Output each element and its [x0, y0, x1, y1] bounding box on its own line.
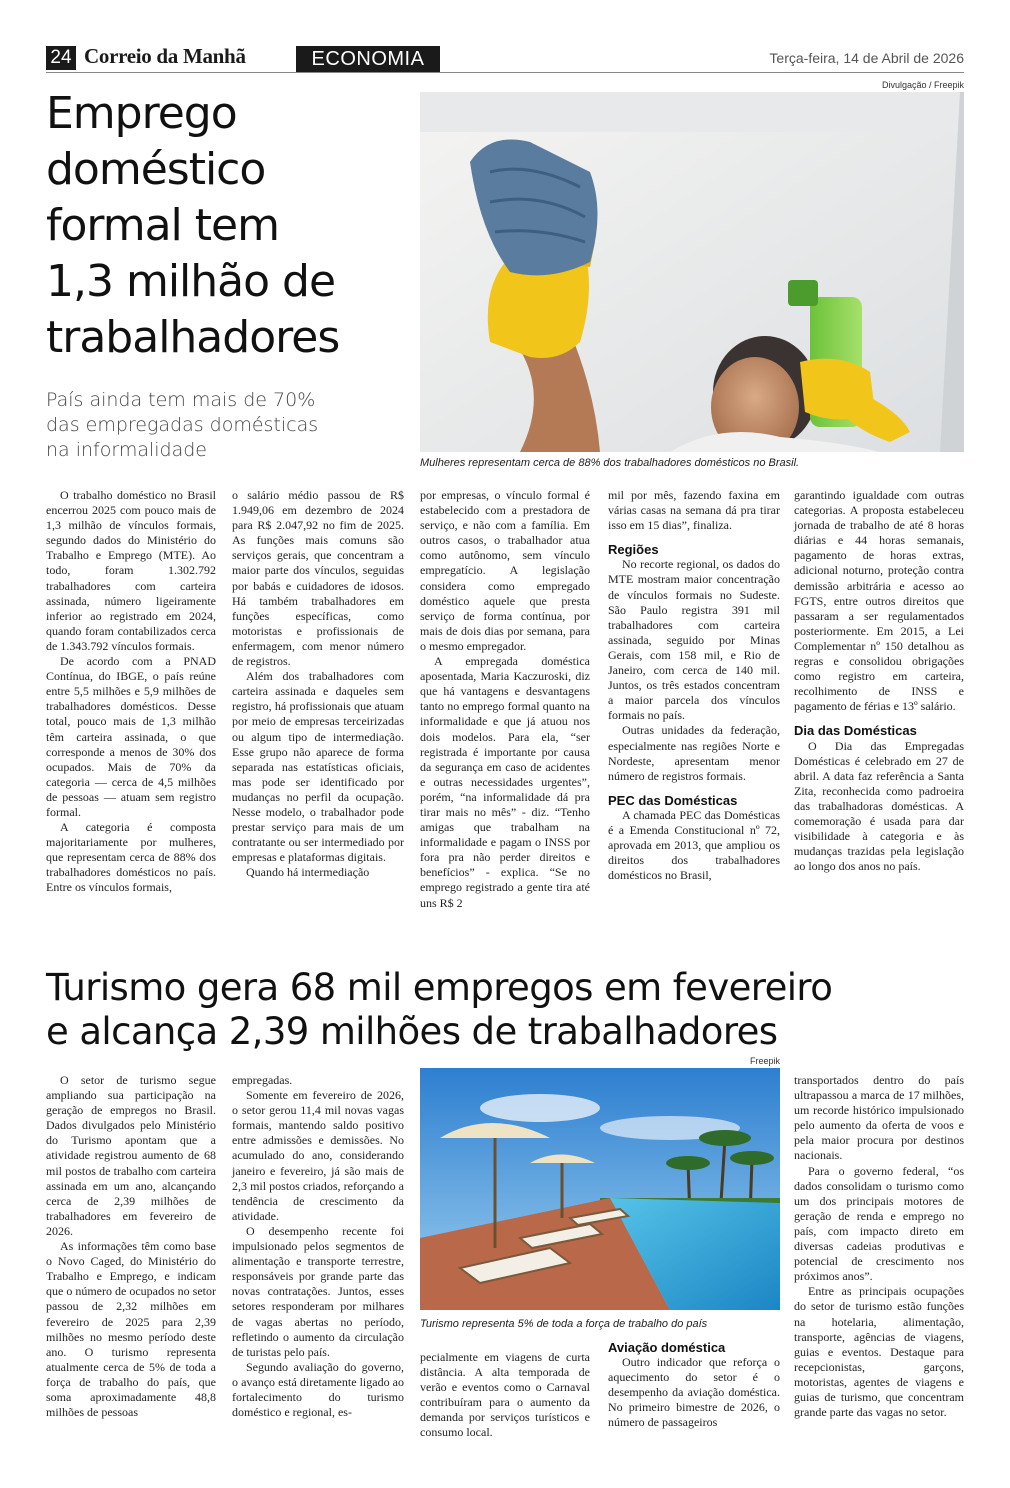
headline-line: doméstico — [46, 144, 266, 195]
section-label: ECONOMIA — [296, 46, 440, 72]
paragraph: Outras unidades da federação, especialmente nas regiões Norte e Nordeste, apresentam menor número de registros formais. — [608, 723, 780, 783]
headline-line: Emprego — [46, 88, 237, 139]
paragraph: empregadas. — [232, 1073, 293, 1087]
resort-pool-photo — [420, 1068, 780, 1310]
subheading-regioes: Regiões — [608, 542, 659, 558]
article1-column-2 — [232, 488, 404, 880]
article1-column-1 — [46, 488, 216, 896]
paragraph: A chamada PEC das Domésticas é a Emenda Constitucional nº 72, aprovada em 2013, que ampliou os direitos dos trabalhadores domésticos no Brasil, — [608, 807, 780, 883]
newspaper-name: Correio da Manhã — [84, 44, 246, 68]
headline-line: trabalhadores — [46, 312, 340, 363]
headline-line: 1,3 milhão de — [46, 256, 336, 307]
paragraph: o salário médio passou de R$ 1.949,06 em dezembro de 2024 para R$ 2.047,92 no fim de 2025. As funções mais comuns são serviços gerais, que concentram a maior parte dos vínculos, seguidas por babás e cuidadores de idosos. Há também trabalhadores em funções específicas, como motoristas e profissionais de enfermagem, com menor número de registros. — [232, 488, 404, 669]
paragraph: A empregada doméstica aposentada, Maria Kaczuroski, diz que há vantagens e desvantagens tanto no emprego formal quanto na informalidade e que já atuou nos dois modelos. Para ela, “ser registrada é importante por causa da segurança em caso de acidentes e outras necessidades urgentes”, porém, “na informalidade dá pra tirar mais no mês” - diz. “Tenho amigas que trabalham na informalidade e pagam o INSS por fora pra não perder direitos e benefícios” - explica. “Se no emprego registrado a gente tira até uns R$ 2 — [420, 654, 590, 910]
paragraph: Somente em fevereiro de 2026, o setor gerou 11,4 mil novas vagas formais, mantendo saldo positivo entre admissões e demissões. No acumulado do ano, considerando janeiro e fevereiro, já são mais de 2,3 mil postos criados, reforçando a tendência de crescimento da atividade. — [232, 1088, 404, 1223]
cleaning-woman-photo — [420, 92, 964, 452]
paragraph: Para o governo federal, “os dados consolidam o turismo como um dos principais motores de geração de renda e emprego no país, com impacto direto em diversas cadeias produtivas e potencial de crescimento nos próximos anos”. — [794, 1163, 964, 1284]
article2-headline — [46, 966, 964, 1054]
photo-caption: Turismo representa 5% de toda a força de trabalho do país — [420, 1318, 708, 1330]
paragraph: Quando há intermediação — [246, 865, 370, 880]
paragraph: Outro indicador que reforça o aquecimento do setor é o desempenho da aviação doméstica. No primeiro bimestre de 2026, o número de passageiros — [608, 1355, 780, 1430]
paragraph: pecialmente em viagens de curta distância. A alta temporada de verão e eventos como o Carnaval contribuíram para o aumento da demanda por serviços turísticos e consumo local. — [420, 1350, 590, 1440]
paragraph: transportados dentro do país ultrapassou a marca de 17 milhões, um recorde histórico impulsionado pelo aumento da oferta de voos e pela maior procura por destinos nacionais. — [794, 1073, 964, 1163]
header-divider — [46, 72, 964, 73]
headline-line: formal tem — [46, 200, 279, 251]
page-number: 24 — [46, 46, 76, 70]
paragraph: De acordo com a PNAD Contínua, do IBGE, o país reúne entre 5,5 milhões e 5,9 milhões de trabalhadores domésticos. Desse total, pouco mais de 1,3 milhão têm carteira assinada, o que corresponde a menos de 30% dos ocupados. Mais de 70% da categoria — cerca de 4,5 milhões de pessoas — atuam sem registro formal. — [46, 654, 216, 819]
photo-credit: Freepik — [749, 1056, 780, 1066]
issue-date: Terça-feira, 14 de Abril de 2026 — [769, 50, 964, 66]
subheadline-line: na informalidade — [46, 439, 207, 461]
article2-column-3 — [420, 1350, 590, 1441]
photo-caption: Mulheres representam cerca de 88% dos trabalhadores domésticos no Brasil. — [420, 457, 800, 469]
article1-subheadline — [46, 388, 406, 463]
article1-column-5 — [794, 488, 964, 874]
article2-column-5 — [794, 1073, 964, 1420]
paragraph: garantindo igualdade com outras categorias. A proposta estabeleceu jornada de trabalho de até 8 horas diárias e 44 horas semanais, pagamento de horas extras, adicional noturno, proteção contra demissão arbitrária e acesso ao FGTS, entre outros direitos que passaram a ser regulamentados posteriormente. Em 2015, a Lei Complementar nº 150 detalhou as regras e consolidou obrigações como registro em carteira, recolhimento de INSS e pagamento de férias e 13º salário. — [794, 488, 964, 714]
paragraph: A categoria é composta majoritariamente por mulheres, que representam cerca de 88% dos trabalhadores domésticos no país. Entre os vínculos formais, — [46, 820, 216, 895]
subheading-dia-domesticas: Dia das Domésticas — [794, 723, 917, 739]
article1-headline — [46, 86, 406, 366]
paragraph: O Dia das Empregadas Domésticas é celebrado em 27 de abril. A data faz referência a Santa Zita, reconhecida como padroeira das trabalhadoras domésticas. A comemoração é usada para dar visibilidade à categoria e às mudanças trazidas pela legislação ao longo dos anos no país. — [794, 738, 964, 874]
article1-column-3 — [420, 488, 590, 911]
subheading-aviacao: Aviação doméstica — [608, 1340, 726, 1355]
paragraph: No recorte regional, os dados do MTE mostram maior concentração de vínculos formais no Sudeste. São Paulo registra 391 mil trabalhadores com carteira assinada, seguido por Minas Gerais, com 158 mil, e Rio de Janeiro, com cerca de 140 mil. Juntos, os três estados concentram a maior parcela dos vínculos formais no país. — [608, 557, 780, 723]
headline-line: e alcança 2,39 milhões de trabalhadores — [46, 1010, 778, 1053]
paragraph: Entre as principais ocupações do setor de turismo estão funções na hotelaria, alimentação, transporte, agências de viagens, guias e eventos. Destaque para recepcionistas, garçons, motoristas, agentes de viagens e guias de turismo, que concentram grande parte das vagas no setor. — [794, 1284, 964, 1420]
article1-column-4 — [608, 488, 780, 883]
article2-column-4 — [608, 1340, 780, 1431]
paragraph: Além dos trabalhadores com carteira assinada e daqueles sem registro, há profissionais que atuam por meio de empresas terceirizadas ou algum tipo de intermediação. Esse grupo não aparece de forma separada nas estatísticas oficiais, mas pode ser identificado por mudanças no perfil da ocupação. Nesse modelo, o trabalhador pode prestar serviço para mais de um contratante ou ser intermediado por empresas e plataformas digitais. — [232, 669, 404, 865]
subheading-pec: PEC das Domésticas — [608, 792, 738, 808]
photo-credit: Divulgação / Freepik — [881, 80, 964, 90]
paragraph: O desempenho recente foi impulsionado pelos segmentos de alimentação e transporte terrestre, responsáveis por grande parte das novas contratações. Juntos, esses setores responderam por milhares de vagas abertas no período, refletindo o aumento da circulação de turistas pelo país. — [232, 1223, 404, 1359]
paragraph: As informações têm como base o Novo Caged, do Ministério do Trabalho e Emprego, e indicam que o número de ocupados no setor passou de 2,32 milhões em fevereiro de 2025 para 2,39 milhões no mesmo período deste ano. O turismo representa atualmente cerca de 5% de toda a força de trabalho do país, que soma aproximadamente 48,8 milhões de pessoas — [46, 1239, 216, 1420]
subheadline-line: das empregadas domésticas — [46, 414, 319, 436]
paragraph: O trabalho doméstico no Brasil encerrou 2025 com pouco mais de 1,3 milhão de vínculos formais, segundo dados do Ministério do Trabalho e Emprego (MTE). Ao todo, foram 1.302.792 trabalhadores com carteira assinada, número ligeiramente inferior ao registrado em 2024, quando foram contabilizados cerca de 1.343.792 vínculos formais. — [46, 488, 216, 653]
article2-column-1 — [46, 1073, 216, 1420]
paragraph: por empresas, o vínculo formal é estabelecido com a prestadora de serviço, e não com a família. Em outros casos, o trabalhador atua como autônomo, sem vínculo empregatício. A legislação considera como empregado doméstico aquele que presta serviço de forma contínua, por mais de dois dias por semana, para o mesmo empregador. — [420, 488, 590, 653]
paragraph: mil por mês, fazendo faxina em várias casas na semana dá pra tirar isso em 15 dias”, finaliza. — [608, 488, 780, 533]
headline-line: Turismo gera 68 mil empregos em fevereiro — [46, 966, 833, 1009]
paragraph: Segundo avaliação do governo, o avanço está diretamente ligado ao fortalecimento do turismo doméstico e regional, es- — [232, 1359, 404, 1420]
subheadline-line: País ainda tem mais de 70% — [46, 389, 316, 411]
paragraph: O setor de turismo segue ampliando sua participação na geração de empregos no Brasil. Dados divulgados pelo Ministério do Turismo apontam que a atividade registrou aumento de 68 mil postos de trabalho com carteira assinada em um ano, alcançando cerca de 2,39 milhões de trabalhadores em fevereiro de 2026. — [46, 1073, 216, 1238]
article2-column-2 — [232, 1073, 404, 1420]
